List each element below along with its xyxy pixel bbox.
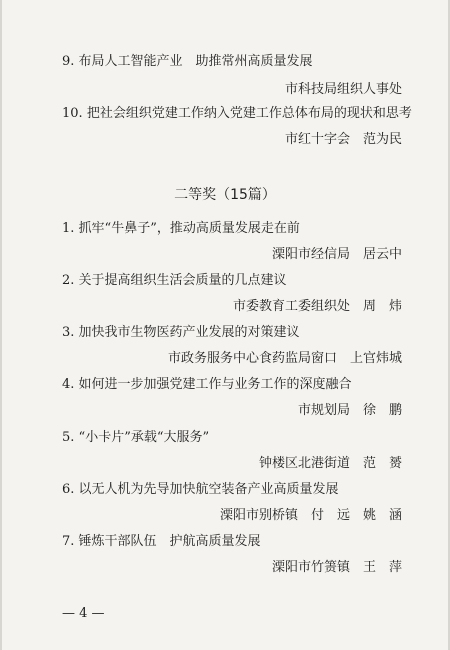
prize-item-4-title [62, 377, 352, 393]
prize-item-2-author: 市委教育工委组织处 周 炜 [232, 299, 402, 314]
item-10-author: 市红十字会 范为民 [284, 132, 402, 147]
prize-item-3-title [62, 325, 300, 341]
prize-item-5-author: 钟楼区北港街道 范 赟 [258, 456, 402, 471]
prize-item-6-title [62, 482, 339, 498]
item-title-text: 布局人工智能产业 助推常州高质量发展 [78, 54, 313, 69]
section-heading: 二等奖（15篇） [174, 187, 276, 203]
item-number: 5. [62, 430, 75, 445]
prize-item-6-author: 溧阳市别桥镇 付 远 姚 涵 [219, 508, 402, 523]
scan-edge-left [0, 0, 2, 650]
item-title-text: 以无人机为先导加快航空装备产业高质量发展 [78, 482, 339, 497]
item-title-text: 把社会组织党建工作纳入党建工作总体布局的现状和思考 [86, 106, 412, 121]
item-9-author: 市科技局组织人事处 [284, 82, 402, 97]
item-number: 10. [62, 106, 83, 121]
item-title-text: 加快我市生物医药产业发展的对策建议 [78, 325, 300, 340]
prize-item-1-author: 溧阳市经信局 居云中 [271, 247, 402, 262]
item-number: 9. [62, 54, 75, 69]
prize-item-3-author: 市政务服务中心食药监局窗口 上官炜城 [167, 351, 402, 366]
item-title-text: 如何进一步加强党建工作与业务工作的深度融合 [78, 377, 352, 392]
item-10-title [62, 106, 412, 122]
prize-item-7-author: 溧阳市竹箦镇 王 萍 [271, 560, 402, 575]
item-title-text: 关于提高组织生活会质量的几点建议 [78, 273, 287, 288]
item-number: 6. [62, 482, 75, 497]
prize-item-7-title [62, 534, 261, 550]
item-title-text: 抓牢“牛鼻子”，推动高质量发展走在前 [78, 221, 300, 236]
prize-item-2-title [62, 273, 287, 289]
prize-item-4-author: 市规划局 徐 鹏 [297, 403, 402, 418]
item-number: 4. [62, 377, 75, 392]
item-number: 2. [62, 273, 75, 288]
item-number: 7. [62, 534, 75, 549]
item-number: 3. [62, 325, 75, 340]
item-title-text: 锤炼干部队伍 护航高质量发展 [78, 534, 261, 549]
page-number: — 4 — [62, 606, 105, 621]
item-title-text: “小卡片”承载“大服务” [78, 430, 210, 445]
prize-item-5-title [62, 430, 209, 446]
item-9-title [62, 54, 313, 70]
item-number: 1. [62, 221, 75, 236]
prize-item-1-title [62, 221, 300, 237]
